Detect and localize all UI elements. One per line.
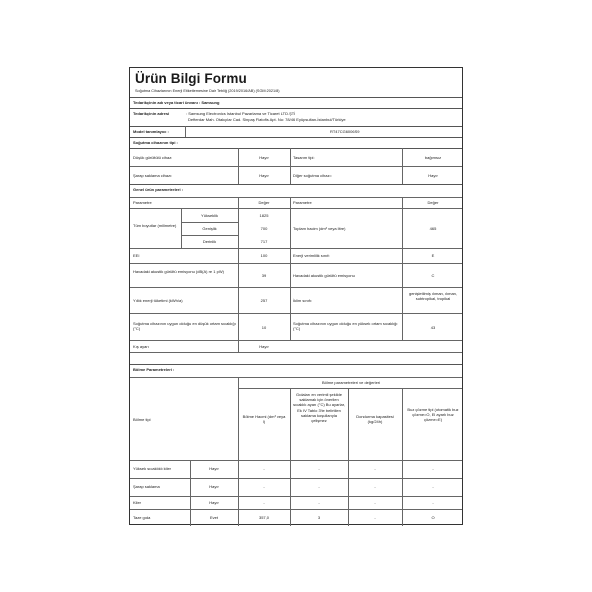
noise-emission-value: 39 xyxy=(261,273,267,278)
compartment-name: Şarap saklama xyxy=(133,484,160,489)
winter-setting-label: Kış ayarı xyxy=(133,344,149,349)
divider xyxy=(130,184,462,185)
divider xyxy=(130,137,462,138)
form-subtitle: Soğutma Cihazlarının Enerji Etiketlemesine Dair Tebliğ (2019/2016/AB) (SGM:2021/8) xyxy=(135,89,280,93)
climate-class-label: İklim sınıfı: xyxy=(293,298,313,303)
height-value: 1825 xyxy=(259,213,269,218)
compartment-defrost: - xyxy=(432,466,434,471)
divider xyxy=(130,364,462,365)
compartment-volume: - xyxy=(263,500,265,505)
divider xyxy=(130,97,462,98)
wine-storage-value: Hayır xyxy=(259,173,269,178)
compartment-temp: - xyxy=(318,500,320,505)
param-header: Parametre xyxy=(133,200,152,205)
eei-label: EEI xyxy=(133,253,140,258)
other-appliance-label: Diğer soğutma cihazı: xyxy=(293,173,332,178)
low-noise-value: Hayır xyxy=(259,155,269,160)
col-defrost-header: Buz çözme tipi (otomatik buz çözme=O, El ayarlı buz çözme=E) xyxy=(407,407,459,423)
compartment-volume: - xyxy=(263,484,265,489)
compartment-present: Hayır xyxy=(209,500,219,505)
depth-value: 717 xyxy=(260,239,268,244)
winter-setting-value: Hayır xyxy=(259,344,269,349)
divider xyxy=(130,108,462,109)
design-type-label: Tasarım tipi: xyxy=(293,155,315,160)
energy-class-value: E xyxy=(431,253,435,258)
max-ambient-value: 43 xyxy=(430,325,436,330)
height-label: Yükseklik xyxy=(201,213,218,218)
supplier-address-label: Tedarikçinin adresi xyxy=(133,111,170,116)
low-noise-label: Düşük gürültülü cihaz: xyxy=(133,155,173,160)
design-type-value: bağımsız xyxy=(424,155,442,160)
width-label: Genişlik xyxy=(202,226,217,231)
compartment-defrost: - xyxy=(432,484,434,489)
other-appliance-value: Hayır xyxy=(428,173,438,178)
noise-emission-label: Havadaki akustik gürültü emisyonu (dB(A) re 1 pW) xyxy=(133,269,224,274)
climate-class-value: genişletilmiş ılıman, ılıman, subtropikal, tropikal xyxy=(408,291,457,302)
compartment-section-title: Bölme Parametreleri : xyxy=(133,367,175,372)
param-header-2: Parametre xyxy=(293,200,312,205)
value-header: Değer xyxy=(258,200,270,205)
model-value: RT47CG6006S9 xyxy=(330,129,360,134)
compartment-present: Evet xyxy=(209,515,218,520)
type-section-title: Soğutma cihazının tipi : xyxy=(133,140,178,145)
energy-class-label: Enerji verimlilik sınıfı xyxy=(293,253,330,258)
supplier-address-line2: Defterdar Mah. Otakçılar Cad. Sinpaş Flatofis Apt. No: 78/46 Eyüpsultan-İstanbul/Türkiye xyxy=(188,117,346,122)
annual-energy-label: Yıllık enerji tüketimi (kWh/a) xyxy=(133,298,183,303)
compartment-temp: - xyxy=(318,466,320,471)
compartment-name: Yüksek sıcaklıklı kiler xyxy=(133,466,172,471)
product-info-form xyxy=(129,67,463,525)
max-ambient-label: Soğutma cihazının uygun olduğu en yüksek ortam sıcaklığı (°C) xyxy=(293,321,398,332)
annual-energy-value: 257 xyxy=(260,298,268,303)
compartment-freeze: - xyxy=(374,466,376,471)
supplier-address-line1: : Samsung Electronics Istanbul Pazarlama ve Ticaret LTD.ŞTİ xyxy=(186,111,296,116)
divider xyxy=(130,148,462,149)
value-header-2: Değer xyxy=(427,200,439,205)
compartment-type-header: Bölme tipi xyxy=(133,417,151,422)
width-value: 700 xyxy=(260,226,268,231)
wine-storage-label: Şarap saklama cihazı: xyxy=(133,173,173,178)
eei-value: 100 xyxy=(260,253,268,258)
min-ambient-label: Soğutma cihazının uygun olduğu en düşük ortam sıcaklığı (°C) xyxy=(133,321,236,332)
noise-class-value: C xyxy=(431,273,435,278)
compartment-defrost: - xyxy=(432,500,434,505)
compartment-freeze: - xyxy=(374,515,376,520)
depth-label: Derinlik xyxy=(202,239,217,244)
compartment-freeze: - xyxy=(374,500,376,505)
supplier-name: Tedarikçinin adı veya ticari ünvanı : Samsung xyxy=(133,100,220,105)
compartment-group-header: Bölme parametreleri ve değerleri xyxy=(321,380,381,385)
total-volume-label: Toplam hacim (dm³ veya litre) xyxy=(293,226,346,231)
general-section-title: Genel ürün parametreleri : xyxy=(133,187,184,192)
col-freezing-header: Dondurma kapasitesi (kg/24h) xyxy=(356,414,394,425)
compartment-name: Kiler xyxy=(133,500,142,505)
compartment-present: Hayır xyxy=(209,484,219,489)
compartment-temp: - xyxy=(318,484,320,489)
compartment-present: Hayır xyxy=(209,466,219,471)
noise-class-label: Havadaki akustik gürültü emisyonu xyxy=(293,273,355,278)
compartment-freeze: - xyxy=(374,484,376,489)
compartment-volume: 357,0 xyxy=(258,515,269,520)
divider xyxy=(130,126,462,127)
compartment-temp: 3 xyxy=(317,515,321,520)
col-volume-header: Bölme Hacmi (dm³ veya l) xyxy=(242,414,286,425)
model-label: Model tanımlayıcı : xyxy=(133,129,169,134)
form-title: Ürün Bilgi Formu xyxy=(135,71,247,86)
min-ambient-value: 10 xyxy=(261,325,267,330)
compartment-volume: - xyxy=(263,466,265,471)
compartment-name: Taze gıda xyxy=(133,515,151,520)
compartment-defrost: O xyxy=(431,515,435,520)
dimensions-label: Tüm boyutlar (milimetre) xyxy=(133,223,177,228)
col-temperature-header: Gıdaları en verimli şekilde saklamak için önerilen sıcaklık ayarı (°C) Bu ayarlar, Ek IV Tablo 3'te belirtilen saklama koşullarıyla çelişmez xyxy=(293,392,345,424)
total-volume-value: 465 xyxy=(429,226,437,231)
